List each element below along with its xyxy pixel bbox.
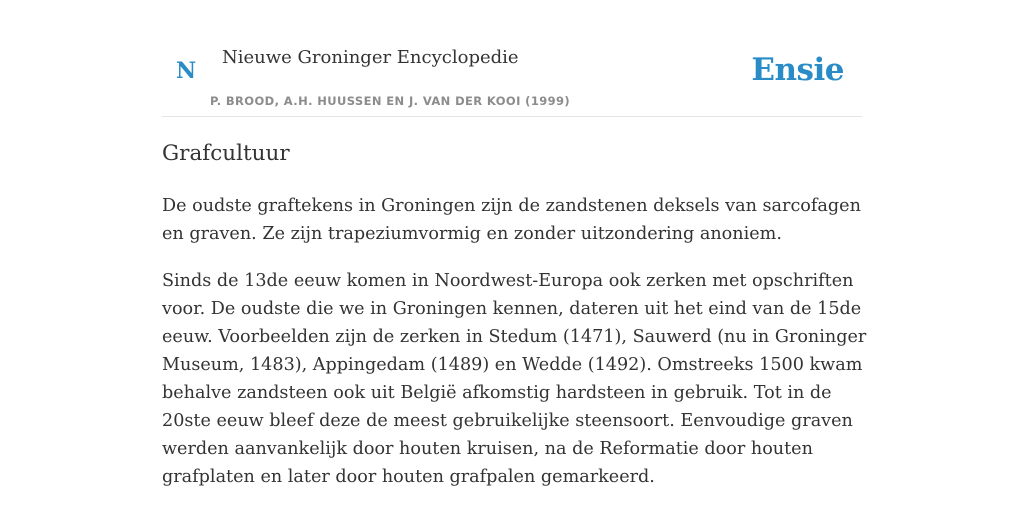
source-logo[interactable]: N	[176, 58, 197, 84]
source-header	[162, 0, 862, 117]
source-title[interactable]: Nieuwe Groninger Encyclopedie	[222, 47, 519, 68]
article-title: Grafcultuur	[162, 141, 290, 166]
article-paragraph: Sinds de 13de eeuw komen in Noordwest-Europa ook zerken met opschriften voor. De oudste die we in Groningen kennen, dateren uit het eind van de 15de eeuw. Voorbeelden zijn de zerken in Stedum (1471), Sauwerd (nu in Groninger Museum, 1483), Appingedam (1489) en Wedde (1492). Omstreeks 1500 kwam behalve zandsteen ook uit België afkomstig hardsteen in gebruik. Tot in de 20ste eeuw bleef deze de meest gebruikelijke steensoort. Eenvoudige graven werden aanvankelijk door houten kruisen, na de Reformatie door houten grafplaten en later door houten grafpalen gemarkeerd.	[162, 271, 867, 487]
article-paragraph: De oudste graftekens in Groningen zijn de zandstenen deksels van sarcofagen en graven. Ze zijn trapeziumvormig en zonder uitzondering anoniem.	[162, 196, 861, 244]
brand-logo[interactable]: Ensie	[751, 52, 844, 88]
source-authors: P. BROOD, A.H. HUUSSEN EN J. VAN DER KOOI (1999)	[210, 94, 571, 108]
